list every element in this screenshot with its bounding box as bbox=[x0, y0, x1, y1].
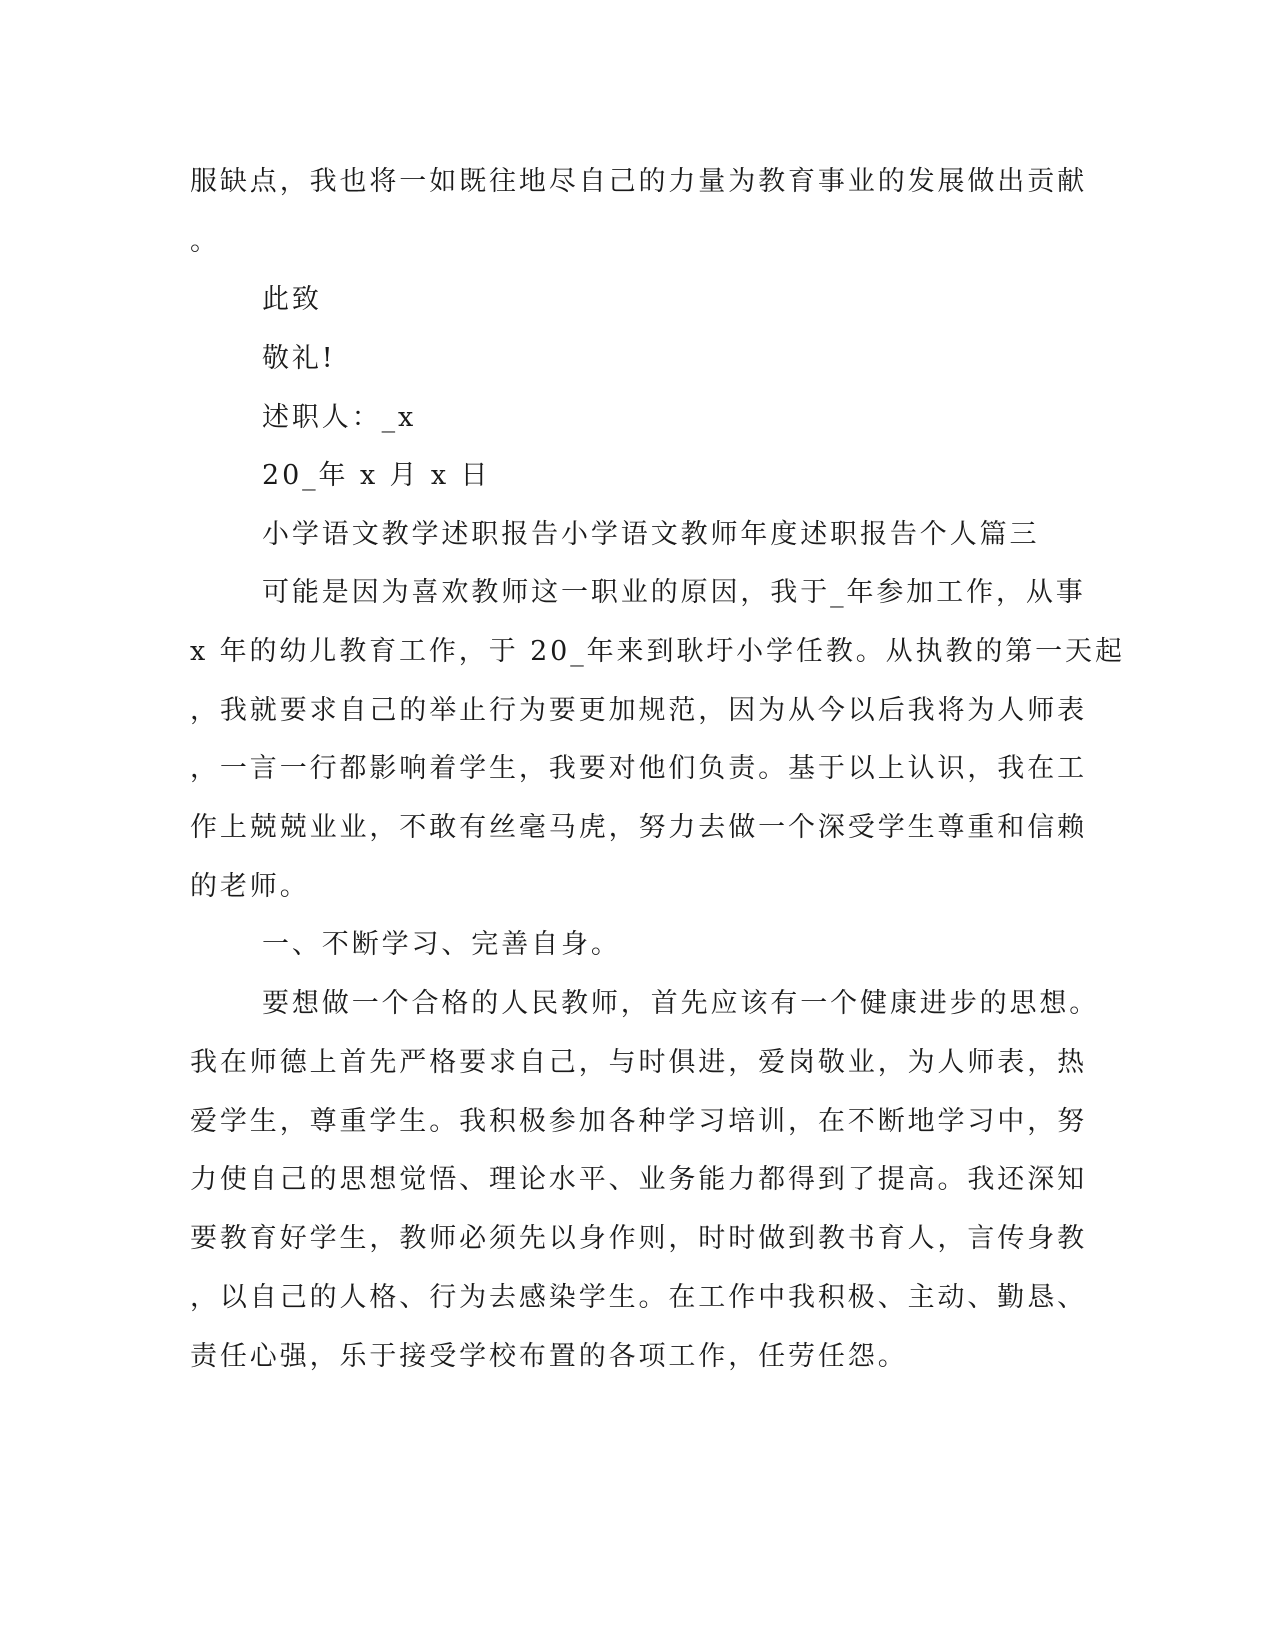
reporter-signature: 述职人：_x bbox=[262, 402, 417, 433]
paragraph-line: 力使自己的思想觉悟、理论水平、业务能力都得到了提高。我还深知 bbox=[190, 1164, 1087, 1195]
subsection-heading: 一、不断学习、完善自身。 bbox=[262, 929, 621, 960]
paragraph-line: 的老师。 bbox=[190, 871, 310, 902]
paragraph-line: ，以自己的人格、行为去感染学生。在工作中我积极、主动、勤恳、 bbox=[190, 1282, 1087, 1313]
closing-regards: 敬礼! bbox=[262, 343, 336, 374]
paragraph-line: 。 bbox=[190, 226, 220, 257]
paragraph-line: ，我就要求自己的举止行为要更加规范，因为从今以后我将为人师表 bbox=[190, 695, 1087, 726]
paragraph-line: 爱学生，尊重学生。我积极参加各种学习培训，在不断地学习中，努 bbox=[190, 1106, 1087, 1137]
paragraph-line: ，一言一行都影响着学生，我要对他们负责。基于以上认识，我在工 bbox=[190, 753, 1087, 784]
paragraph-line: 责任心强，乐于接受学校布置的各项工作，任劳任怨。 bbox=[190, 1341, 908, 1372]
paragraph-line: 要教育好学生，教师必须先以身作则，时时做到教书育人，言传身教 bbox=[190, 1223, 1087, 1254]
paragraph-line: 要想做一个合格的人民教师，首先应该有一个健康进步的思想。 bbox=[262, 988, 1100, 1019]
paragraph-line: 服缺点，我也将一如既往地尽自己的力量为教育事业的发展做出贡献 bbox=[190, 166, 1087, 197]
paragraph-line: x 年的幼儿教育工作，于 20_年来到耿圩小学任教。从执教的第一天起 bbox=[190, 636, 1125, 667]
paragraph-line: 我在师德上首先严格要求自己，与时俱进，爱岗敬业，为人师表，热 bbox=[190, 1047, 1087, 1078]
paragraph-line: 作上兢兢业业，不敢有丝毫马虎，努力去做一个深受学生尊重和信赖 bbox=[190, 812, 1087, 843]
paragraph-line: 可能是因为喜欢教师这一职业的原因，我于_年参加工作，从事 bbox=[262, 577, 1086, 608]
section-heading: 小学语文教学述职报告小学语文教师年度述职报告个人篇三 bbox=[262, 519, 1040, 550]
report-date: 20_年 x 月 x 日 bbox=[262, 460, 491, 491]
closing-salutation: 此致 bbox=[262, 284, 322, 315]
